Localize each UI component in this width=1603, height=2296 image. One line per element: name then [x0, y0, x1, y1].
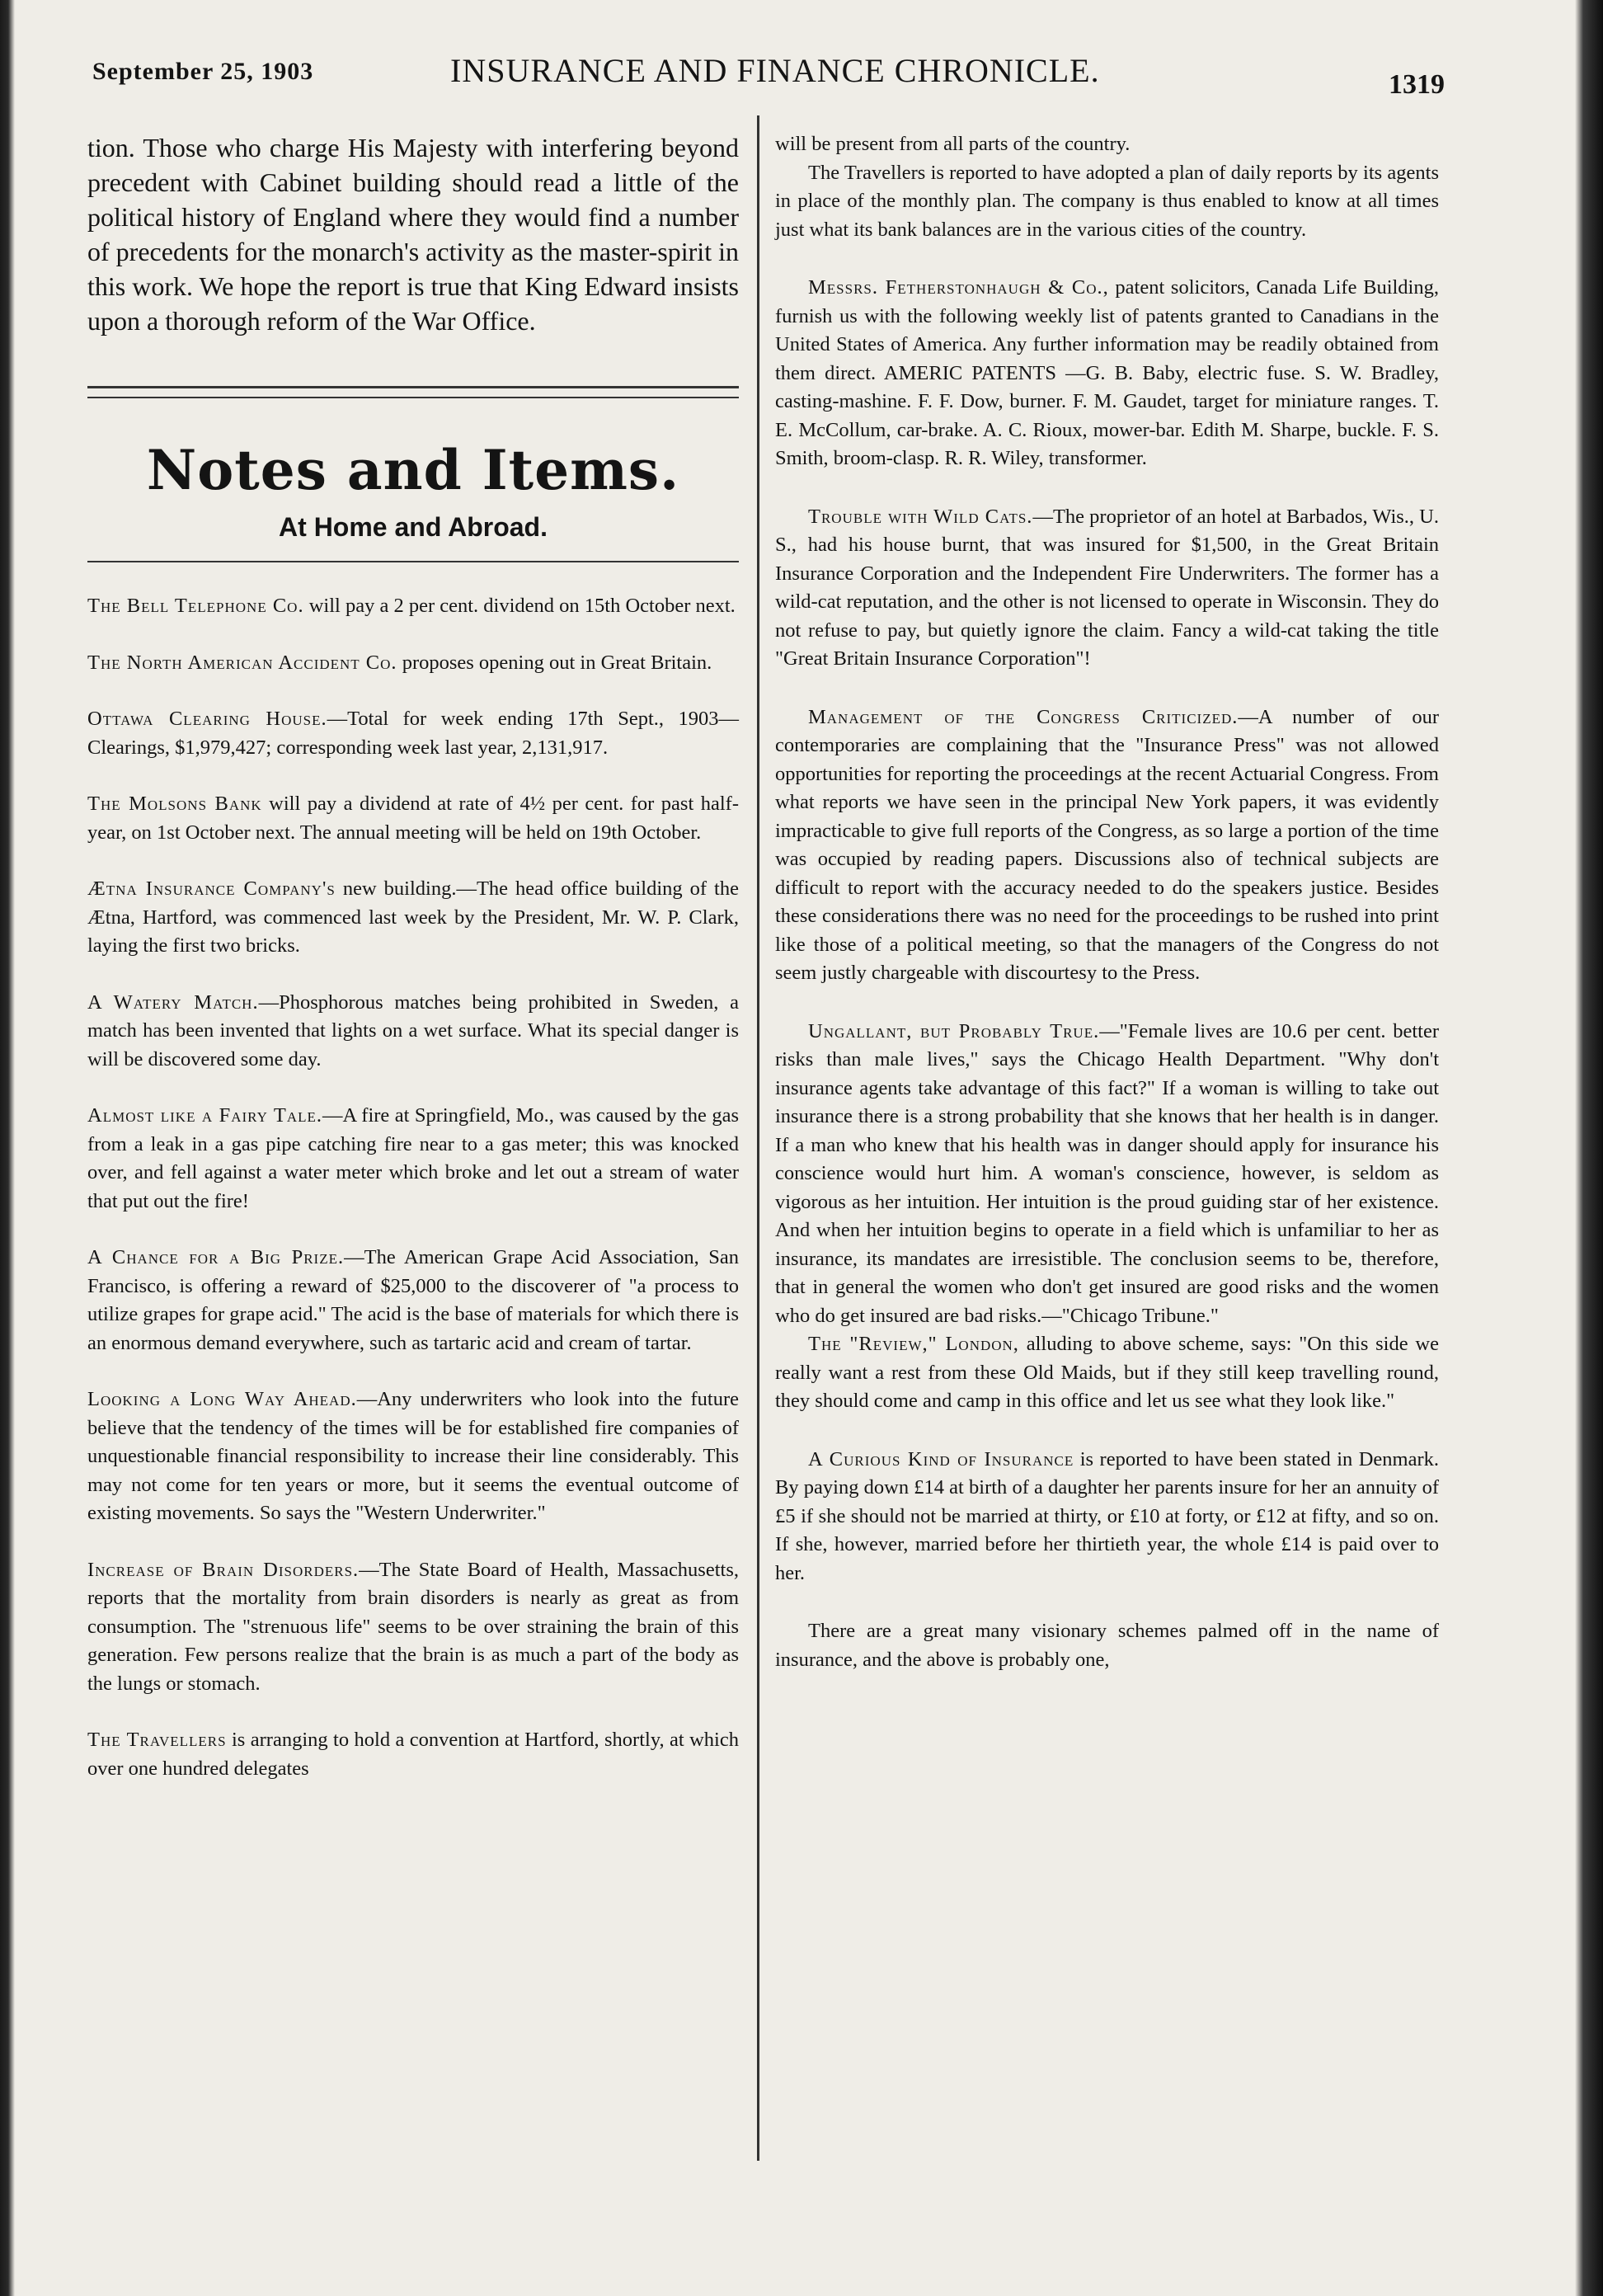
- item-text: will pay a dividend at rate of 4½ per cent. for past half-year, on 1st October next. The annual meeting will be held on 19th October.: [87, 793, 739, 844]
- section-title: Notes and Items.: [146, 438, 680, 502]
- section-rule: [87, 561, 739, 562]
- item-head: A Watery Match.: [87, 990, 259, 1014]
- item-text: will pay a 2 per cent. dividend on 15th October next.: [303, 595, 736, 617]
- item-text: The Travellers is reported to have adopted a plan of daily reports by its agents in place of the monthly plan. The company is thus enabled to know at all times just what its bank balances are in the various cities of the country.: [775, 161, 1439, 241]
- section-double-rule: [87, 386, 739, 398]
- item-text: alluding to above scheme, says: "On this side we really want a rest from these Old Maids, but if they still keep travelling round, they should come and camp in this office and let us see what they look like.": [775, 1333, 1439, 1412]
- news-item: [775, 130, 1439, 159]
- item-head: The Travellers: [87, 1729, 227, 1751]
- left-column: [87, 130, 739, 1811]
- news-item: [87, 875, 739, 961]
- left-items: [87, 592, 739, 1783]
- item-head: Ætna Insurance Company's: [87, 877, 336, 900]
- item-text: is reported to have been stated in Denmark. By paying down £14 at birth of a daughter her parents insure for her an annuity of £5 if she should not be married at thirty, or £10 at forty, or £12 at fifty, and so on. If she, however, married before her thirtieth year, the whole £14 is paid over to her.: [775, 1447, 1439, 1584]
- header-page-number: 1319: [1389, 69, 1445, 100]
- item-text: proposes opening out in Great Britain.: [397, 651, 712, 674]
- item-text: —"Female lives are 10.6 per cent. better risks than male lives," says the Chicago Health Department. "Why don't insurance agents take advantage of this fact?" If a woman is willing to take out insurance there is a strong probability that she knows that her health is in danger. If a man who knew that his health was in danger should apply for insurance his conscience would hurt him. A woman's conscience, however, is seldom as vigorous as her intuition. Her intuition is the proud guiding star of her existence. And when her intuition begins to operate in a field which is unfamiliar to her as insurance, its mandates are irresistible. The conclusion seems to be, therefore, that in general the women who don't get insured are good risks and the women who do get insured are bad risks.—"Chicago Tribune.": [775, 1019, 1439, 1327]
- item-text: —A fire at Springfield, Mo., was caused by the gas from a leak in a gas pipe catching fire near to a gas meter; this was knocked over, and fell against a water meter which broke and let out a stream of water that put out the fire!: [87, 1104, 739, 1212]
- page-right-edge: [1575, 0, 1603, 2296]
- item-head: A Chance for a Big Prize.: [87, 1246, 345, 1268]
- item-head: The "Review," London,: [808, 1333, 1019, 1355]
- header-title: INSURANCE AND FINANCE CHRONICLE.: [450, 52, 1100, 89]
- lead-text: tion. Those who charge His Majesty with interfering beyond precedent with Cabinet building should read a little of the political history of England where they would find a number of precedents for the monarch's activity as the master-spirit in this work. We hope the report is true that King Edward insists upon a thorough reform of the War Office.: [87, 133, 739, 336]
- item-text: patent solicitors, Canada Life Building, furnish us with the following weekly list of patents granted to Canadians in the United States of America. Any further information may be readily obtained from them direct. AMERIC PATENTS —G. B. Baby, electric fuse. S. W. Bradley, casting-mashine. F. F. Dow, burner. F. M. Gaudet, target for miniature ranges. T. E. McCollum, car-brake. A. C. Rioux, mower-bar. Edith M. Sharpe, buckle. F. S. Smith, broom-clasp. R. R. Wiley, transformer.: [775, 276, 1439, 469]
- item-head: Ottawa Clearing House.: [87, 708, 327, 730]
- news-item: [775, 1446, 1439, 1588]
- item-head: Management of the Congress Criticized.: [808, 705, 1239, 728]
- news-item: [87, 989, 739, 1075]
- item-head: The Bell Telephone Co.: [87, 595, 304, 617]
- item-text: There are a great many visionary schemes palmed off in the name of insurance, and the above is probably one,: [775, 1620, 1439, 1671]
- column-divider: [757, 115, 759, 2161]
- item-text: —Any underwriters who look into the future believe that the tendency of the times will be for established fire companies of unquestionable financial responsibility to increase their line considerably. This may not come for ten years or more, but it seems the eventual outcome of existing movements. So says the "Western Underwriter.": [87, 1388, 739, 1524]
- item-head: The North American Accident Co.: [87, 651, 397, 674]
- item-text: —A number of our contemporaries are complaining that the "Insurance Press" was not allowed opportunities for reporting the proceedings at the recent Actuarial Congress. From what reports we have seen in the principal New York papers, it was evidently impracticable to give full reports of the Congress, as so large a portion of the time was occupied by reading papers. Discussions also of technical subjects are difficult to report with the accuracy needed to do the speakers justice. Besides these considerations there was no need for the proceedings to be rushed into print like those of a political meeting, so that the managers of the Congress do not seem justly chargeable with discourtesy to the Press.: [775, 705, 1439, 984]
- news-item: [775, 1018, 1439, 1331]
- news-item: [87, 592, 739, 621]
- item-text: —Phosphorous matches being prohibited in Sweden, a match has been invented that lights on a wet surface. What its special danger is will be discovered some day.: [87, 990, 739, 1070]
- item-head: A Curious Kind of Insurance: [808, 1447, 1074, 1470]
- news-item: [87, 705, 739, 762]
- news-item: [87, 790, 739, 847]
- item-head: Ungallant, but Probably True.: [808, 1019, 1100, 1042]
- item-head: Trouble with Wild Cats.: [808, 505, 1033, 528]
- item-head: Messrs. Fetherstonhaugh & Co.,: [808, 276, 1109, 299]
- news-item: [87, 1102, 739, 1216]
- page-left-edge: [0, 0, 15, 2296]
- item-head: Looking a Long Way Ahead.: [87, 1388, 357, 1410]
- page-header: [92, 51, 1445, 100]
- section-subtitle: At Home and Abroad.: [279, 512, 548, 542]
- item-text: is arranging to hold a convention at Hartford, shortly, at which over one hundred delegates: [87, 1729, 739, 1780]
- item-text: —The proprietor of an hotel at Barbados, Wis., U. S., had his house burnt, that was insured for $1,500, in the Great Britain Insurance Corporation and the Independent Fire Underwriters. The former has a wild-cat reputation, and the other is not licensed to operate in Wisconsin. They do not refuse to pay, but quietly ignore the claim. Fancy a wild-cat taking the title "Great Britain Insurance Corporation"!: [775, 505, 1439, 670]
- news-item: [775, 1617, 1439, 1674]
- news-item: [775, 1330, 1439, 1416]
- item-head: Almost like a Fairy Tale.: [87, 1104, 322, 1127]
- item-text: will be present from all parts of the country.: [775, 133, 1131, 155]
- lead-paragraph: [87, 130, 739, 338]
- item-head: Increase of Brain Disorders.: [87, 1558, 360, 1581]
- news-item: [87, 1726, 739, 1783]
- item-head: The Molsons Bank: [87, 793, 262, 815]
- item-text: —Total for week ending 17th Sept., 1903—Clearings, $1,979,427; corresponding week last year, 2,131,917.: [87, 708, 740, 759]
- item-text: —The American Grape Acid Association, San Francisco, is offering a reward of $25,000 to the discoverer of "a process to utilize grapes for grape acid." The acid is the base of materials for which there is an enormous demand everywhere, such as tartaric acid and cream of tartar.: [87, 1246, 739, 1354]
- news-item: [87, 649, 739, 678]
- header-date: September 25, 1903: [92, 58, 314, 85]
- item-text: new building.—The head office building of the Ætna, Hartford, was commenced last week by the President, Mr. W. P. Clark, laying the first two bricks.: [87, 877, 739, 957]
- news-item: [775, 503, 1439, 674]
- news-item: [775, 159, 1439, 245]
- right-column: [775, 130, 1439, 1704]
- news-item: [87, 1244, 739, 1357]
- news-item: [775, 274, 1439, 473]
- news-item: [87, 1556, 739, 1699]
- item-text: —The State Board of Health, Massachusetts, reports that the mortality from brain disorders is nearly as great as from consumption. The "strenuous life" seems to be over straining the brain of this generation. Few persons realize that the brain is as much a part of the body as the lungs or stomach.: [87, 1558, 739, 1695]
- news-item: [775, 703, 1439, 988]
- news-item: [87, 1386, 739, 1528]
